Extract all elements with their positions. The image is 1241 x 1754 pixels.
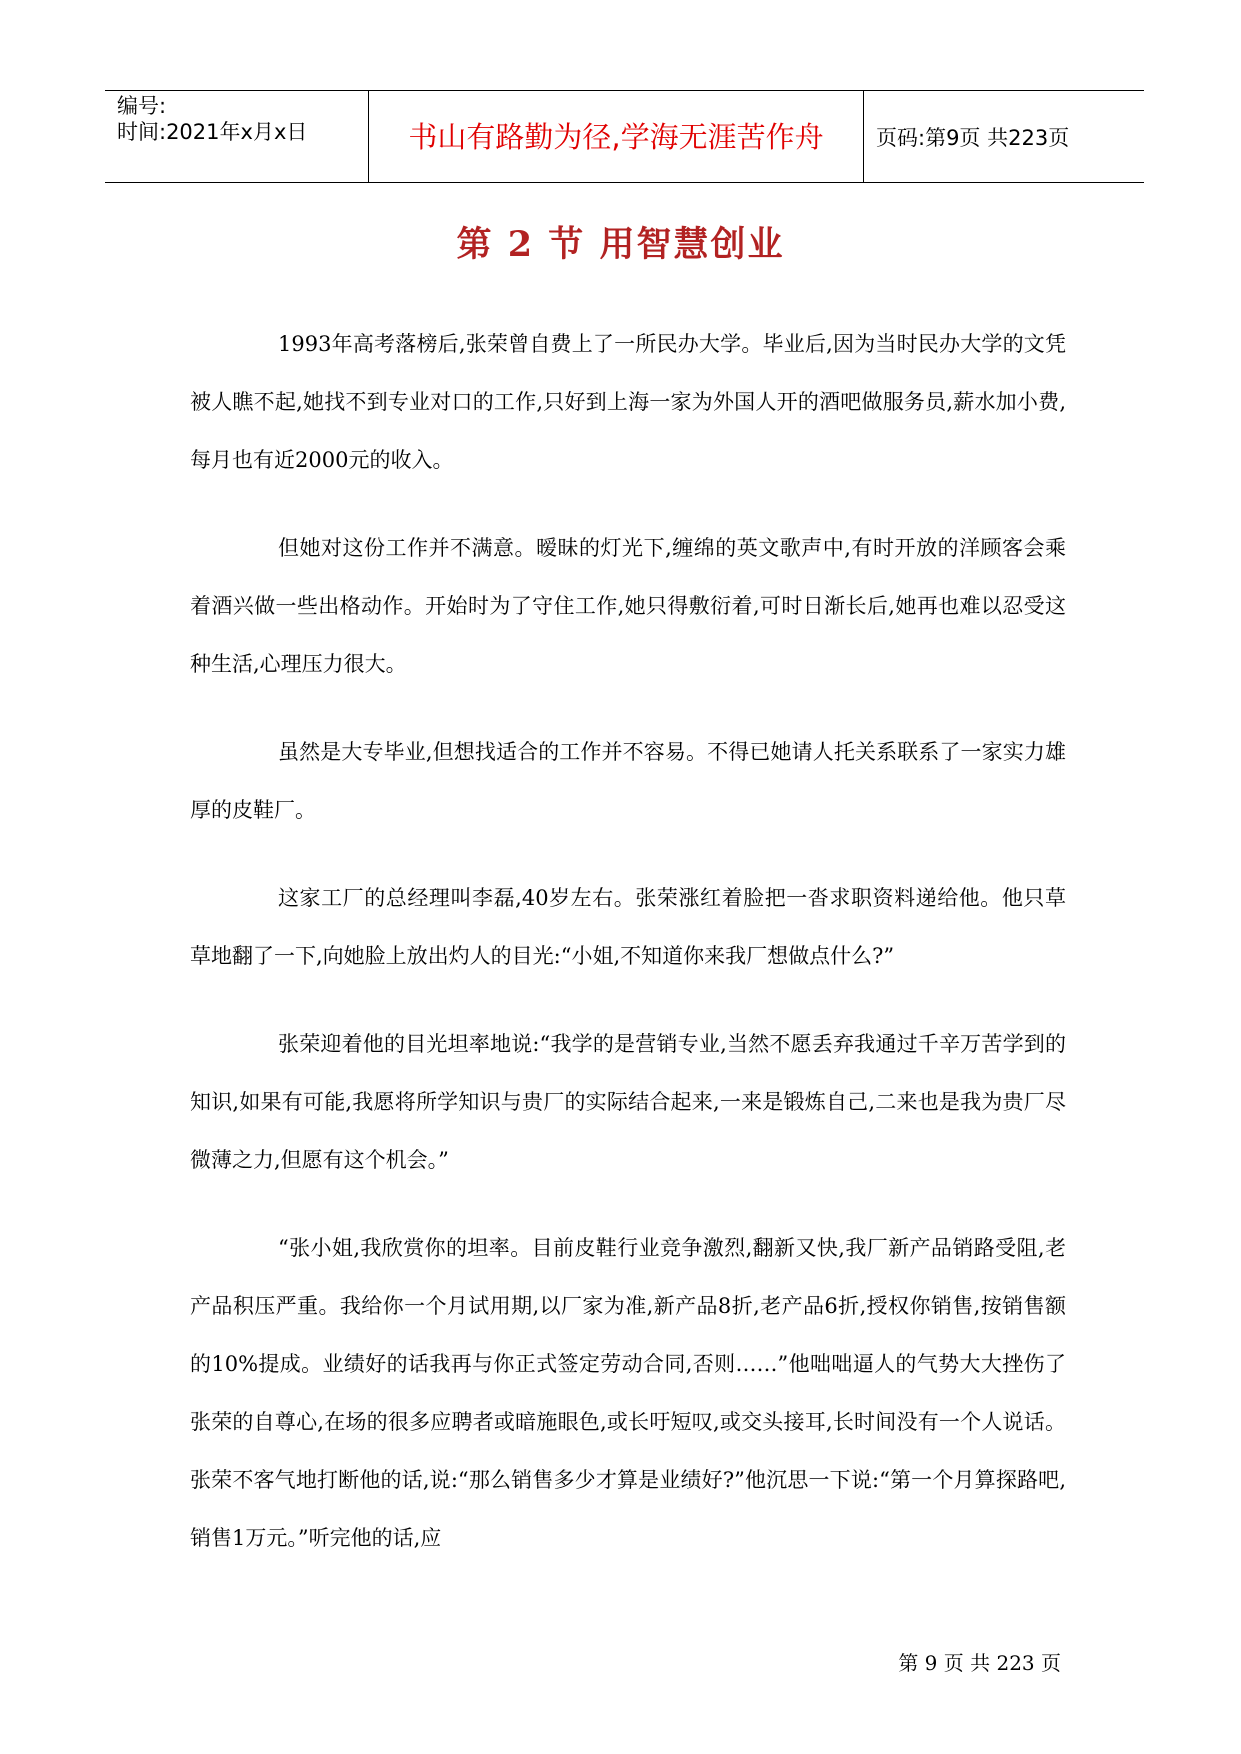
header-motto: 书山有路勤为径,学海无涯苦作舟 — [408, 120, 824, 154]
header-page-code: 页码:第9页 共223页 — [876, 126, 1070, 150]
header-left-cell — [105, 91, 369, 182]
header-table — [105, 90, 1144, 183]
header-motto-cell — [369, 91, 864, 182]
paragraph: 虽然是大专毕业,但想找适合的工作并不容易。不得已她请人托关系联系了一家实力雄厚的皮鞋厂。 — [190, 740, 1067, 822]
document-date-label: 时间:2021年x月x日 — [117, 120, 308, 144]
document-number-label: 编号: — [117, 94, 167, 118]
paragraph: “张小姐,我欣赏你的坦率。目前皮鞋行业竞争激烈,翻新又快,我厂新产品销路受阻,老产品积压严重。我给你一个月试用期,以厂家为准,新产品8折,老产品6折,授权你销售,按销售额的10%提成。业绩好的话我再与你正式签定劳动合同,否则……”他咄咄逼人的气势大大挫伤了张荣的自尊心,在场的很多应聘者或暗施眼色,或长吁短叹,或交头接耳,长时间没有一个人说话。张荣不客气地打断他的话,说:“那么销售多少才算是业绩好?”他沉思一下说:“第一个月算探路吧,销售1万元。”听完他的话,应 — [190, 1236, 1066, 1550]
page-footer: 第 9 页 共 223 页 — [898, 1651, 1061, 1675]
header-page-cell — [864, 91, 1144, 182]
paragraph: 这家工厂的总经理叫李磊,40岁左右。张荣涨红着脸把一沓求职资料递给他。他只草草地翻了一下,向她脸上放出灼人的目光:“小姐,不知道你来我厂想做点什么?” — [190, 886, 1066, 968]
section-title: 第 2 节 用智慧创业 — [456, 224, 785, 265]
body-text — [190, 315, 1066, 1567]
paragraph: 张荣迎着他的目光坦率地说:“我学的是营销专业,当然不愿丢弃我通过千辛万苦学到的知识,如果有可能,我愿将所学知识与贵厂的实际结合起来,一来是锻炼自己,二来也是我为贵厂尽微薄之力,但愿有这个机会。” — [190, 1032, 1066, 1172]
paragraph: 但她对这份工作并不满意。暧昧的灯光下,缠绵的英文歌声中,有时开放的洋顾客会乘着酒兴做一些出格动作。开始时为了守住工作,她只得敷衍着,可时日渐长后,她再也难以忍受这种生活,心理压力很大。 — [190, 536, 1066, 676]
paragraph: 1993年高考落榜后,张荣曾自费上了一所民办大学。毕业后,因为当时民办大学的文凭被人瞧不起,她找不到专业对口的工作,只好到上海一家为外国人开的酒吧做服务员,薪水加小费,每月也有近2000元的收入。 — [190, 332, 1066, 472]
